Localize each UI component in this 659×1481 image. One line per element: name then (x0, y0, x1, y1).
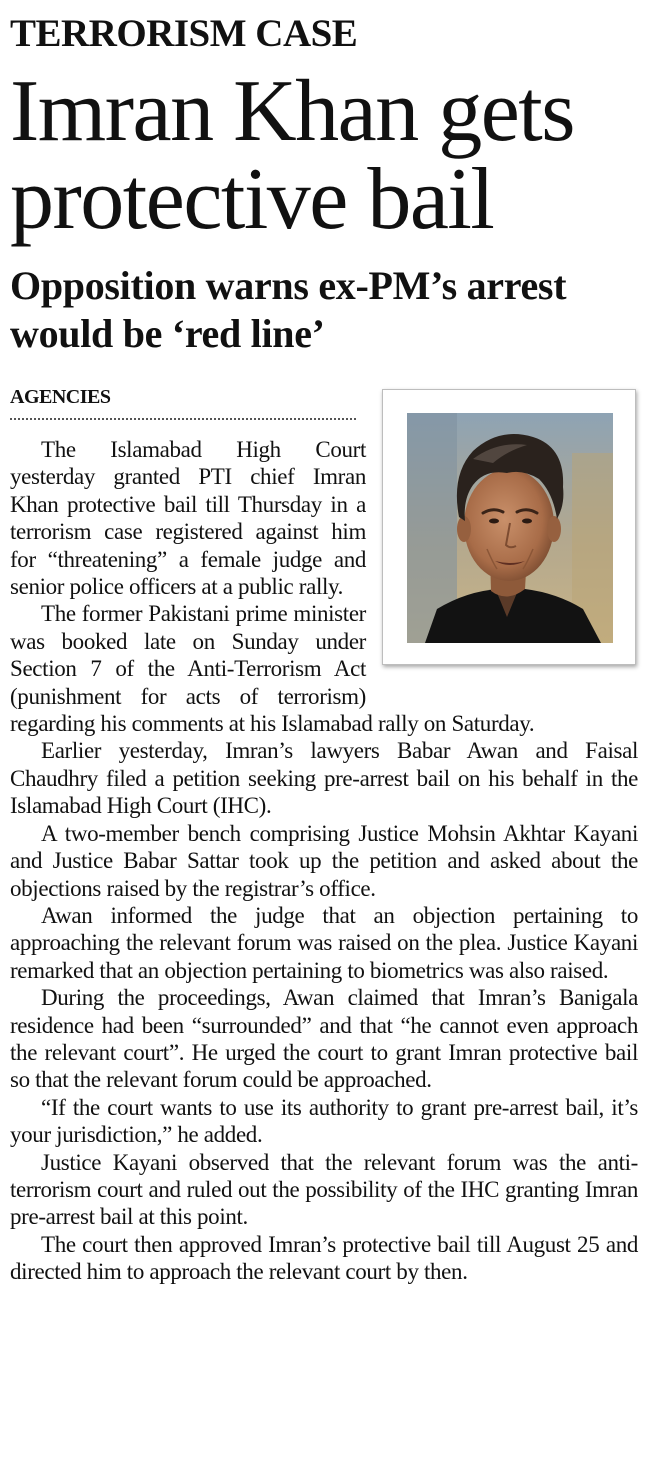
paragraph: The Islamabad High Court yesterday granted PTI chief Imran Khan protective bail till Thursday in a terrorism case registered against him for “threatening” a female judge and senior police officers at a public rally. (10, 437, 366, 600)
photo-wrap-space (366, 436, 638, 684)
paragraph: The former Pakistani prime minister was booked late on Sunday under Section 7 of the Anti-Terrorism Act (punishment for acts of terrorism) regarding his comments at his Islamabad rally on Saturday. (10, 601, 535, 737)
paragraph: A two-member bench comprising Justice Mohsin Akhtar Kayani and Justice Babar Sattar took up the petition and asked about the objections raised by the registrar’s office. (10, 820, 638, 901)
paragraph: The court then approved Imran’s protective bail till August 25 and directed him to approach the relevant court by then. (10, 1231, 638, 1285)
paragraph: Justice Kayani observed that the relevant forum was the anti-terrorism court and ruled out the possibility of the IHC granting Imran pre-arrest bail at this point. (10, 1149, 638, 1230)
paragraph: “If the court wants to use its authority to grant pre-arrest bail, it’s your jurisdiction,” he added. (10, 1094, 638, 1148)
section-kicker: TERRORISM CASE (10, 12, 358, 55)
article-body (10, 436, 638, 1286)
headline: Imran Khan gets protective bail (10, 63, 574, 248)
subheadline: Opposition warns ex-PM’s arrest would be ‘red line’ (10, 263, 567, 356)
paragraph: During the proceedings, Awan claimed that Imran’s Banigala residence had been “surrounded” and that “he cannot even approach the relevant court”. He urged the court to grant Imran protective bail so that the relevant forum could be approached. (10, 985, 638, 1093)
byline: AGENCIES (10, 385, 356, 420)
paragraph: Awan informed the judge that an objection pertaining to approaching the relevant forum was raised on the plea. Justice Kayani remarked that an objection pertaining to biometrics was also raised. (10, 902, 638, 983)
paragraph: Earlier yesterday, Imran’s lawyers Babar Awan and Faisal Chaudhry filed a petition seeking pre-arrest bail on his behalf in the Islamabad High Court (IHC). (10, 738, 638, 819)
